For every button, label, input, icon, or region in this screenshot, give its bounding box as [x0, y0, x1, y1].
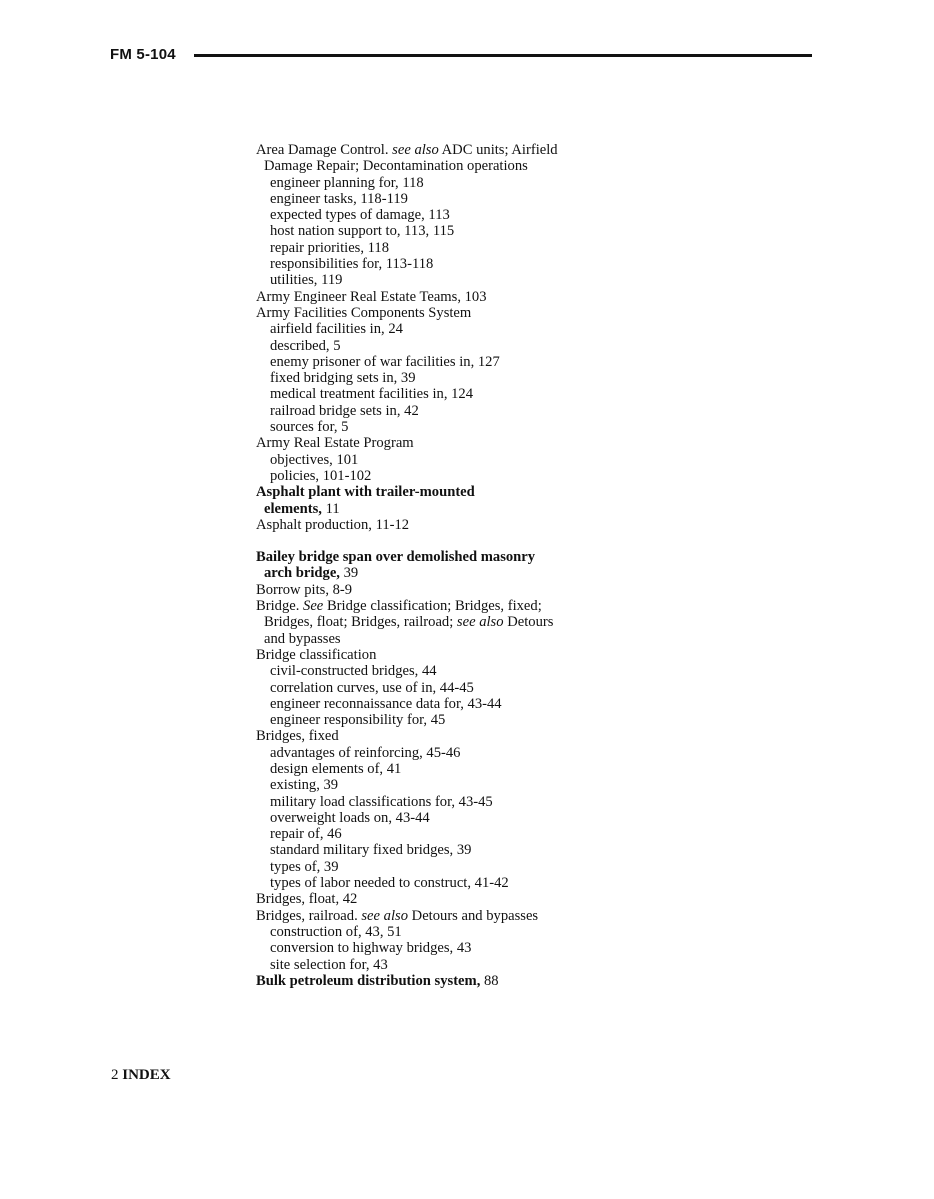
index-text: Army Real Estate Program [256, 435, 414, 452]
index-text: 88 [480, 972, 499, 989]
index-subentry [256, 370, 596, 386]
index-text: correlation curves, use of in, 44-45 [270, 679, 474, 696]
index-text: and bypasses [264, 630, 341, 647]
index-text: existing, 39 [270, 777, 339, 794]
index-subentry [256, 468, 596, 484]
index-subentry [256, 680, 596, 696]
index-text: see also [392, 142, 439, 158]
index-subentry [256, 321, 596, 337]
index-text: engineer planning for, 118 [270, 174, 424, 191]
index-text: enemy prisoner of war facilities in, 127 [270, 353, 500, 370]
index-text: policies, 101-102 [270, 467, 372, 484]
index-subentry [256, 240, 596, 256]
index-subentry [256, 256, 596, 272]
index-text: overweight loads on, 43-44 [270, 809, 430, 826]
index-subentry [256, 745, 596, 761]
index-entry [256, 517, 596, 533]
index-text: Bridges, float, 42 [256, 891, 358, 908]
index-text: fixed bridging sets in, 39 [270, 370, 416, 387]
index-text: Detours [503, 614, 554, 631]
index-subentry [256, 272, 596, 288]
index-entry [256, 647, 596, 663]
index-text: host nation support to, 113, 115 [270, 223, 455, 240]
index-text: engineer reconnaissance data for, 43-44 [270, 695, 502, 712]
page-footer [111, 1067, 171, 1084]
page-header [110, 46, 812, 68]
index-text: elements, [264, 500, 322, 517]
index-entry [256, 484, 596, 500]
index-subentry [256, 663, 596, 679]
index-entry-continuation [256, 565, 596, 581]
index-subentry [256, 354, 596, 370]
index-text: repair priorities, 118 [270, 239, 390, 256]
index-entry [256, 891, 596, 907]
index-entry-continuation [256, 158, 596, 174]
index-text: conversion to highway bridges, 43 [270, 940, 472, 957]
index-text: sources for, 5 [270, 419, 349, 436]
index-text: Bulk petroleum distribution system, [256, 972, 481, 989]
index-subentry [256, 175, 596, 191]
index-text: repair of, 46 [270, 826, 342, 843]
index-subentry [256, 338, 596, 354]
index-text: Borrow pits, 8-9 [256, 581, 353, 598]
index-subentry [256, 875, 596, 891]
index-entry [256, 289, 596, 305]
index-text: Army Engineer Real Estate Teams, 103 [256, 288, 487, 305]
index-text: ADC units; Airfield [438, 142, 558, 158]
index-text: described, 5 [270, 337, 341, 354]
index-subentry [256, 452, 596, 468]
index-text: construction of, 43, 51 [270, 923, 402, 940]
index-subentry [256, 207, 596, 223]
index-text: civil-constructed bridges, 44 [270, 663, 437, 680]
index-text: 11 [321, 500, 340, 517]
page-number: 2 [111, 1067, 119, 1083]
index-entry [256, 728, 596, 744]
index-text: site selection for, 43 [270, 956, 388, 973]
index-text: Damage Repair; Decontamination operations [264, 158, 528, 175]
index-entry [256, 973, 596, 989]
index-text: Bridge. [256, 598, 304, 615]
index-text: design elements of, 41 [270, 760, 402, 777]
index-entry [256, 435, 596, 451]
index-subentry [256, 223, 596, 239]
index-text: engineer tasks, 118-119 [270, 190, 408, 207]
header-rule [194, 54, 812, 57]
index-text: engineer responsibility for, 45 [270, 712, 446, 729]
index-subentry [256, 924, 596, 940]
index-subentry [256, 403, 596, 419]
index-entry [256, 908, 596, 924]
index-text: expected types of damage, 113 [270, 207, 450, 224]
index-text: medical treatment facilities in, 124 [270, 386, 474, 403]
index-text: Bridge classification; Bridges, fixed; [323, 598, 542, 615]
index-text: see also [361, 907, 408, 924]
index-text: standard military fixed bridges, 39 [270, 842, 472, 859]
index-text: Detours and bypasses [408, 907, 539, 924]
index-entry-continuation [256, 501, 596, 517]
index-text: advantages of reinforcing, 45-46 [270, 744, 461, 761]
index-text: military load classifications for, 43-45 [270, 793, 493, 810]
index-subentry [256, 777, 596, 793]
index-entry [256, 549, 596, 565]
footer-label: INDEX [122, 1067, 171, 1083]
index-text: utilities, 119 [270, 272, 343, 289]
document-code: FM 5-104 [110, 46, 176, 63]
index-subentry [256, 761, 596, 777]
index-subentry [256, 386, 596, 402]
index-text: types of, 39 [270, 858, 339, 875]
index-text: railroad bridge sets in, 42 [270, 402, 419, 419]
index-subentry [256, 810, 596, 826]
index-text: see also [456, 614, 504, 631]
index-subentry [256, 419, 596, 435]
index-entry [256, 142, 596, 158]
index-entry [256, 582, 596, 598]
index-subentry [256, 859, 596, 875]
index-subentry [256, 794, 596, 810]
index-entry-continuation [256, 631, 596, 647]
index-subentry [256, 826, 596, 842]
index-text: Bridges, railroad. [256, 907, 362, 924]
index-text: Bailey bridge span over demolished masonry [256, 549, 536, 566]
index-text: Bridges, float; Bridges, railroad; [264, 614, 457, 631]
index-subentry [256, 696, 596, 712]
index-entry-continuation [256, 614, 596, 630]
index-entry [256, 305, 596, 321]
index-text: types of labor needed to construct, 41-42 [270, 875, 509, 892]
index-text: Army Facilities Components System [256, 304, 472, 321]
index-text: Asphalt production, 11-12 [256, 516, 410, 533]
index-text: Bridges, fixed [256, 728, 339, 745]
index-text: 39 [339, 565, 359, 582]
index-list [256, 142, 596, 989]
index-text: objectives, 101 [270, 451, 359, 468]
index-subentry [256, 957, 596, 973]
index-text: airfield facilities in, 24 [270, 321, 403, 338]
index-text: Asphalt plant with trailer-mounted [256, 484, 475, 501]
index-text: Area Damage Control. [256, 142, 393, 158]
index-text: responsibilities for, 113-118 [270, 256, 434, 273]
index-subentry [256, 712, 596, 728]
index-subentry [256, 940, 596, 956]
index-subentry [256, 842, 596, 858]
index-text: See [303, 598, 324, 615]
index-text: Bridge classification [256, 646, 377, 663]
index-text: arch bridge, [264, 565, 340, 582]
index-entry [256, 598, 596, 614]
index-subentry [256, 191, 596, 207]
